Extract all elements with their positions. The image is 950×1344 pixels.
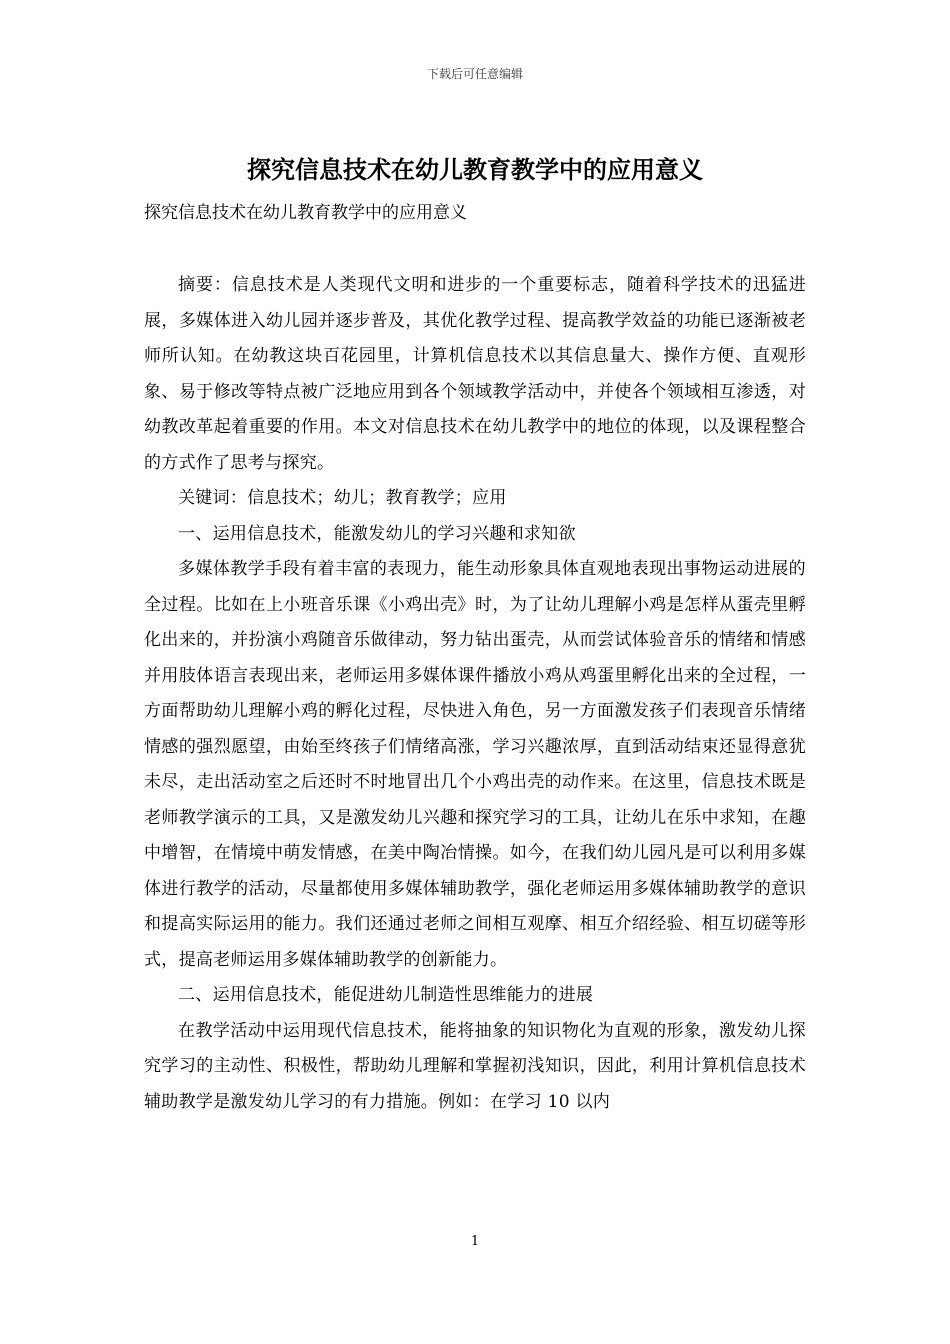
body-paragraph: 在教学活动中运用现代信息技术，能将抽象的知识物化为直观的形象，激发幼儿探究学习的主动性、积极性，帮助幼儿理解和掌握初浅知识，因此，利用计算机信息技术辅助教学是激发幼儿学习的有力措施。例如：在学习 10 以内 xyxy=(144,1020,806,1112)
page-number: 1 xyxy=(470,1234,480,1249)
abstract-paragraph: 摘要：信息技术是人类现代文明和进步的一个重要标志，随着科学技术的迅猛进展，多媒体进入幼儿园并逐步普及，其优化教学过程、提高教学效益的功能已逐渐被老师所认知。在幼教这块百花园里，计算机信息技术以其信息量大、操作方便、直观形象、易于修改等特点被广泛地应用到各个领域教学活动中，并使各个领域相互渗透，对幼教改革起着重要的作用。本文对信息技术在幼儿教学中的地位的体现，以及课程整合的方式作了思考与探究。 xyxy=(144,275,806,473)
document-title: 探究信息技术在幼儿教育教学中的应用意义 xyxy=(247,155,703,184)
document-body xyxy=(144,268,806,1120)
section-heading-2: 二、运用信息技术，能促进幼儿制造性思维能力的进展 xyxy=(178,985,594,1005)
page-header-note: 下载后可任意编辑 xyxy=(426,67,523,81)
body-paragraph: 多媒体教学手段有着丰富的表现力，能生动形象具体直观地表现出事物运动进展的全过程。比如在上小班音乐课《小鸡出壳》时，为了让幼儿理解小鸡是怎样从蛋壳里孵化出来的，并扮演小鸡随音乐做律动，努力钻出蛋壳，从而尝试体验音乐的情绪和情感并用肢体语言表现出来，老师运用多媒体课件播放小鸡从鸡蛋里孵化出来的全过程，一方面帮助幼儿理解小鸡的孵化过程，尽快进入角色，另一方面激发孩子们表现音乐情绪情感的强烈愿望，由始至终孩子们情绪高涨，学习兴趣浓厚，直到活动结束还显得意犹未尽，走出活动室之后还时不时地冒出几个小鸡出壳的动作来。在这里，信息技术既是老师教学演示的工具，又是激发幼儿兴趣和探究学习的工具，让幼儿在乐中求知，在趣中增智，在情境中萌发情感，在美中陶冶情操。如今，在我们幼儿园凡是可以利用多媒体进行教学的活动，尽量都使用多媒体辅助教学，强化老师运用多媒体辅助教学的意识和提高实际运用的能力。我们还通过老师之间相互观摩、相互介绍经验、相互切磋等形式，提高老师运用多媒体辅助教学的创新能力。 xyxy=(144,559,806,970)
section-heading-1: 一、运用信息技术，能激发幼儿的学习兴趣和求知欲 xyxy=(178,523,576,544)
document-subtitle: 探究信息技术在幼儿教育教学中的应用意义 xyxy=(144,203,467,223)
keywords-paragraph: 关键词：信息技术；幼儿；教育教学；应用 xyxy=(178,488,507,508)
